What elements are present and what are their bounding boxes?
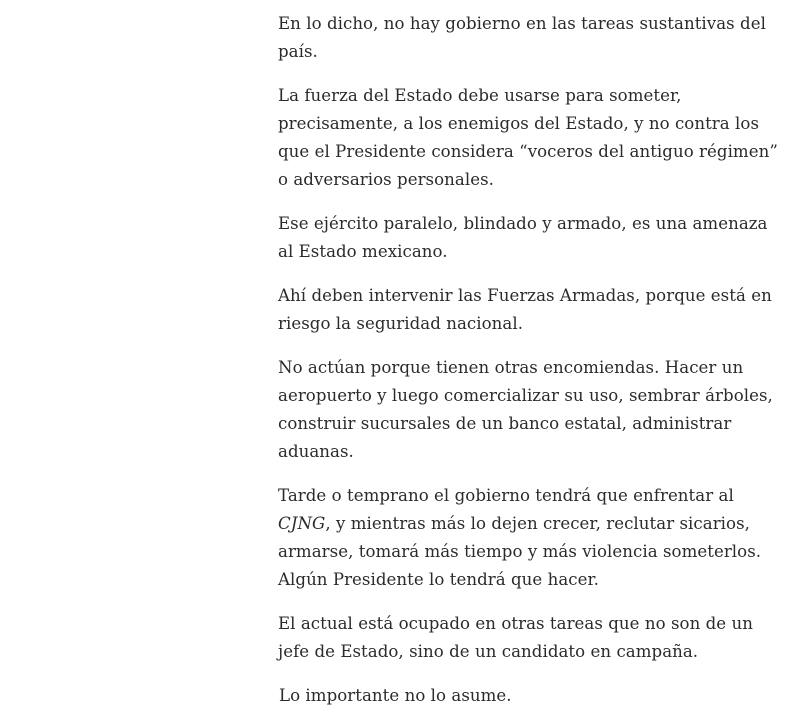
article-paragraph-2: La fuerza del Estado debe usarse para someter, precisamente, a los enemigos del Estado, y no contra los que el Presidente considera “voceros del antiguo régimen” o adversarios personales.: [278, 86, 778, 189]
cjng-emphasis: CJNG: [278, 514, 326, 533]
article-paragraph-5: No actúan porque tienen otras encomiendas. Hacer un aeropuerto y luego comercializar su uso, sembrar árboles, construir sucursales de un banco estatal, administrar aduanas.: [278, 358, 773, 461]
article-paragraph-1: En lo dicho, no hay gobierno en las tareas sustantivas del país.: [278, 14, 766, 61]
article-paragraph-4: Ahí deben intervenir las Fuerzas Armadas, porque está en riesgo la seguridad nacional.: [278, 286, 772, 333]
paragraph-6-text-before: Tarde o temprano el gobierno tendrá que enfrentar al: [278, 486, 734, 505]
article-paragraph-7: El actual está ocupado en otras tareas que no son de un jefe de Estado, sino de un candidato en campaña.: [278, 614, 753, 661]
article-body: [278, 10, 783, 726]
paragraph-6-text-after: , y mientras más lo dejen crecer, reclutar sicarios, armarse, tomará más tiempo y más violencia someterlos. Algún Presidente lo tendrá que hacer.: [278, 514, 762, 589]
article-paragraph-8: Lo importante no lo asume.: [279, 686, 512, 705]
article-paragraph-3: Ese ejército paralelo, blindado y armado, es una amenaza al Estado mexicano.: [278, 214, 768, 261]
article-paragraph-6: [278, 482, 783, 594]
